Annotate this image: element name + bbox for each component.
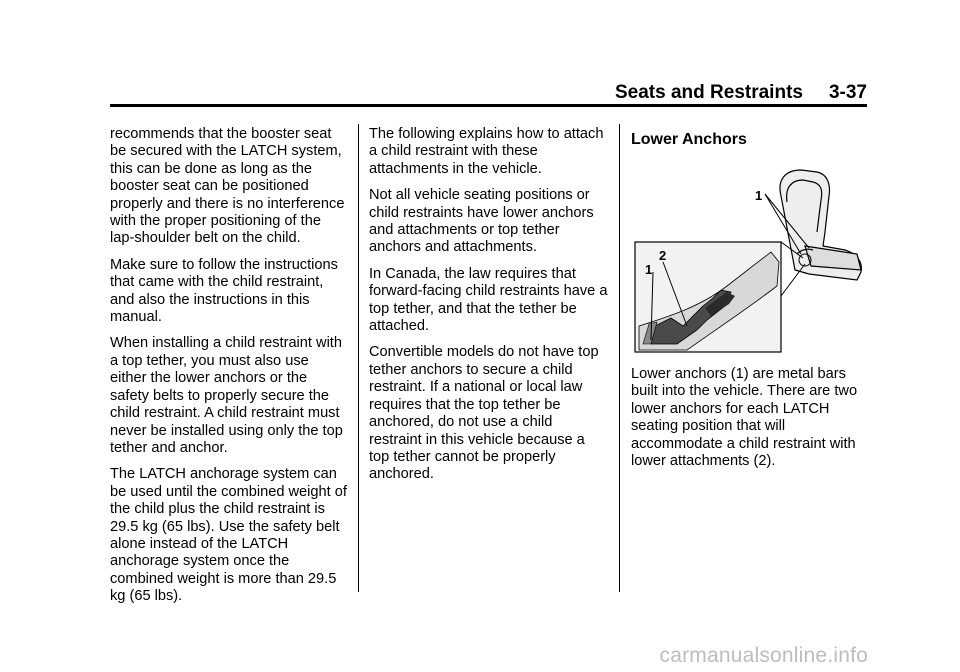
paragraph: The following explains how to attach a child restraint with these attachments in the vehicle.	[369, 126, 604, 177]
paragraph: recommends that the booster seat be secured with the LATCH system, this can be done as long as the booster seat can be positioned properly and there is no interference with the proper positioning of the lap-shoulder belt on the child.	[110, 126, 345, 247]
header-rule	[110, 104, 867, 107]
paragraph: Not all vehicle seating positions or child restraints have lower anchors and attachments or top tether anchors and attachments.	[369, 187, 594, 256]
watermark: carmanualsonline.info	[659, 644, 868, 667]
page-header	[110, 82, 867, 104]
column-2	[369, 126, 609, 493]
figure-caption	[631, 366, 867, 479]
caption-text: Lower anchors (1) are metal bars built into the vehicle. There are two lower anchors for each LATCH seating position that will accommodate a child restraint with lower attachments (2).	[631, 366, 858, 470]
lower-anchors-illustration	[631, 166, 867, 356]
lower-anchors-heading: Lower Anchors	[631, 131, 747, 148]
column-divider	[619, 124, 620, 592]
column-divider	[358, 124, 359, 592]
callout-label-1: 1	[755, 188, 763, 203]
paragraph: Convertible models do not have top tether anchors to secure a child restraint. If a national or local law requires that the top tether be anchored, do not use a child restraint in this vehicle because a top tether cannot be properly anchored.	[369, 344, 599, 483]
page-number: 3-37	[828, 82, 867, 103]
callout-label-1-inset: 1	[645, 262, 653, 277]
column-1	[110, 126, 348, 615]
section-title: Seats and Restraints	[615, 82, 803, 103]
inset-connector	[781, 264, 805, 296]
paragraph: When installing a child restraint with a top tether, you must also use either the lower anchors or the safety belts to properly secure the child restraint. A child restraint must never be installed using only the top tether and anchor.	[110, 335, 343, 456]
paragraph: In Canada, the law requires that forward-facing child restraints have a top tether, and that the tether be attached.	[369, 265, 608, 335]
callout-label-2-inset: 2	[659, 248, 667, 263]
seat-thumbnail	[780, 170, 861, 280]
inset-box	[635, 242, 781, 352]
paragraph: The LATCH anchorage system can be used until the combined weight of the child plus the child restraint is 29.5 kg (65 lbs). Use the safety belt alone instead of the LATCH anchorage system once the combined weight is more than 29.5 kg (65 lbs).	[110, 466, 347, 605]
paragraph: Make sure to follow the instructions that came with the child restraint, and also the instructions in this manual.	[110, 256, 338, 326]
column-3	[631, 126, 867, 149]
